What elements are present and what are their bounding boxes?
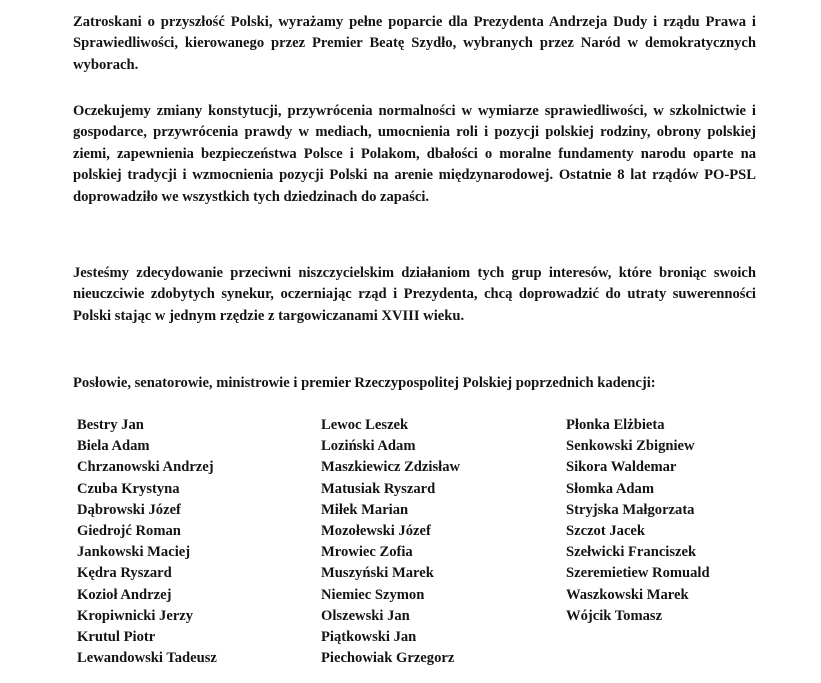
signatory-name: Chrzanowski Andrzej: [77, 459, 214, 476]
signatory-name: Dąbrowski Józef: [77, 501, 181, 518]
signatory-name: Miłek Marian: [321, 501, 409, 518]
signatory-name: Piątkowski Jan: [321, 629, 417, 646]
signatory-name: Krutul Piotr: [77, 629, 156, 646]
signatory-name: Sikora Waldemar: [566, 459, 677, 476]
signatories-column-3: [566, 415, 710, 627]
signatory-name: Płonka Elżbieta: [566, 417, 665, 433]
paragraph-support: Zatroskani o przyszłość Polski, wyrażamy pełne poparcie dla Prezydenta Andrzeja Dudy i rządu Prawa i Sprawiedliwości, kierowanego przez Premier Beatę Szydło, wybranych przez Naród w demokratycznych wyborach.: [73, 14, 756, 73]
signatory-name: Kropiwnicki Jerzy: [77, 607, 194, 624]
signatory-name: Wójcik Tomasz: [566, 607, 663, 624]
signatory-name: Piechowiak Grzegorz: [321, 650, 455, 667]
signatory-name: Kozioł Andrzej: [77, 586, 172, 603]
signatory-name: Słomka Adam: [566, 480, 654, 497]
signatory-name: Czuba Krystyna: [77, 480, 180, 497]
signatory-name: Stryjska Małgorzata: [566, 501, 695, 518]
signatories-heading: Posłowie, senatorowie, ministrowie i premier Rzeczypospolitej Polskiej poprzednich kadencji:: [73, 375, 656, 391]
signatory-name: Lewandowski Tadeusz: [77, 650, 217, 667]
signatory-name: Matusiak Ryszard: [321, 480, 436, 497]
signatory-name: Senkowski Zbigniew: [566, 438, 695, 455]
signatories-column-2: [321, 415, 460, 669]
signatory-name: Kędra Ryszard: [77, 565, 172, 582]
signatory-name: Muszyński Marek: [321, 565, 434, 582]
paragraph-opposition: Jesteśmy zdecydowanie przeciwni niszczycielskim działaniom tych grup interesów, które broniąc swoich nieuczciwie zdobytych synekur, oczerniając rząd i Prezydenta, chcą doprowadzić do utraty suwerenności Polski stając w jednym rzędzie z targowiczanami XVIII wieku.: [73, 265, 756, 324]
signatory-name: Giedrojć Roman: [77, 523, 181, 540]
signatory-name: Bestry Jan: [77, 417, 144, 433]
signatory-name: Szełwicki Franciszek: [566, 544, 697, 561]
signatory-name: Lewoc Leszek: [321, 417, 409, 433]
signatory-name: Olszewski Jan: [321, 607, 410, 624]
signatory-name: Szeremietiew Romuald: [566, 565, 710, 582]
signatory-name: Mrowiec Zofia: [321, 544, 413, 561]
signatory-name: Jankowski Maciej: [77, 544, 191, 561]
paragraph-expectations: Oczekujemy zmiany konstytucji, przywrócenia normalności w wymiarze sprawiedliwości, w szkolnictwie i gospodarce, przywrócenia prawdy w mediach, umocnienia roli i pozycji polskiej rodziny, obrony polskiej ziemi, zapewnienia bezpieczeństwa Polsce i Polakom, dbałości o moralne fundamenty narodu oparte na polskiej tradycji i wzmocnienia pozycji Polski na arenie międzynarodowej. Ostatnie 8 lat rządów PO-PSL doprowadziło we wszystkich tych dziedzinach do zapaści.: [73, 103, 756, 205]
signatory-name: Mozołewski Józef: [321, 523, 431, 540]
signatory-name: Maszkiewicz Zdzisław: [321, 459, 461, 476]
signatories-column-1: [77, 415, 217, 669]
signatory-name: Szczot Jacek: [566, 523, 646, 540]
signatory-name: Biela Adam: [77, 438, 150, 455]
signatory-name: Waszkowski Marek: [566, 586, 689, 603]
signatory-name: Niemiec Szymon: [321, 586, 425, 603]
signatory-name: Loziński Adam: [321, 438, 416, 455]
